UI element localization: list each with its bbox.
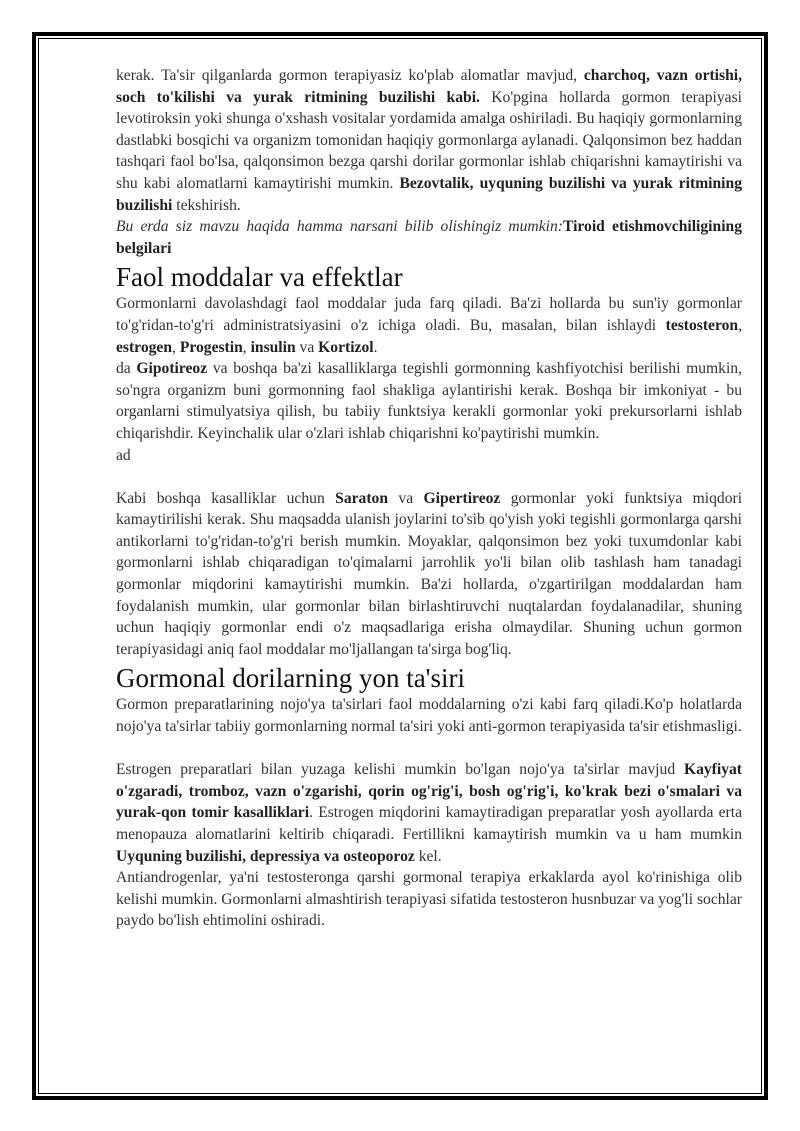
paragraph-cancer-hyperthyroid: Kabi boshqa kasalliklar uchun Saraton va Gipertireoz gormonlar yoki funktsiya miqdori kamaytirilishi kerak. Shu maqsadda ulanish joylarini to'sib qo'yish yoki tegishli gormonlarga qarshi antikorlarni to'g'ridan-to'g'ri berish mumkin. Moyaklar, qalqonsimon bez yoki tuxumdonlar kabi gormonlarni ishlab chiqaradigan to'qimalarni jarrohlik yo'li bilan olib tashlash ham tanadagi gormonlar miqdorini kamaytirishi mumkin. Ba'zi hollarda, o'zgartirilgan moddalardan ham foydalanish mumkin, ular gormonlar bilan birlashtiruvchi nuqtalardan foydalanadilar, shuning uchun haqiqiy gormonlar endi o'z maqsadlariga erisha olmaydilar. Shuning uchun gormon terapiyasidagi aniq faol moddalar mo'ljallangan ta'sirga bog'liq.	[116, 489, 743, 658]
paragraph-related-link: Bu erda siz mavzu haqida hamma narsani bilib olishingiz mumkin:Tiroid etishmovchiligining belgilari	[116, 218, 742, 257]
paragraph-hormone-therapy-symptoms: kerak. Ta'sir qilganlarda gormon terapiyasiz ko'plab alomatlar mavjud, charchoq, vazn ortishi, soch to'kilishi va yurak ritmining buzilishi kabi. Ko'pgina hollarda gormon terapiyasi levotiroksin yoki shunga o'xshash vositalar yordamida amalga oshiriladi. Bu haqiqiy gormonlarning dastlabki bosqichi va organizm tomonidan haqiqiy gormonlarga aylanadi. Qalqonsimon bez haddan tashqari faol bo'lsa, qalqonsimon bezga qarshi dorilar gormonlar ishlab chiqarishni kamaytirishi va shu kabi alomatlarni kamaytirishi mumkin. Bezovtalik, uyquning buzilishi va yurak ritmining buzilishi tekshirish.	[116, 67, 742, 214]
paragraph-antiandrogens: Antiandrogenlar, ya'ni testosteronga qarshi gormonal terapiya erkaklarda ayol ko'rinishiga olib kelishi mumkin. Gormonlarni almashtirish terapiyasi sifatida testosteron husnbuzar va yog'li sochlar paydo bo'lish ehtimolini oshiradi.	[116, 869, 742, 930]
paragraph-active-substances: Gormonlarni davolashdagi faol moddalar juda farq qiladi. Ba'zi hollarda bu sun'iy gormonlar to'g'ridan-to'g'ri administratsiyasini o'z ichiga oladi. Bu, masalan, bilan ishlaydi testosteron, estrogen, Progestin, insulin va Kortizol.	[116, 295, 742, 356]
paragraph-estrogen-side-effects: Estrogen preparatlari bilan yuzaga kelishi mumkin bo'lgan nojo'ya ta'sirlar mavjud Kayfiyat o'zgaradi, tromboz, vazn o'zgarishi, qorin og'rig'i, bosh og'rig'i, ko'krak bezi o'smalari va yurak-qon tomir kasalliklari. Estrogen miqdorini kamaytiradigan preparatlar yosh ayollarda erta menopauza alomatlarini keltirib chiqaradi. Fertillikni kamaytirish mumkin va u ham mumkin Uyquning buzilishi, depressiya va osteoporoz kel.	[116, 761, 742, 865]
paragraph-side-effects-intro: Gormon preparatlarining nojo'ya ta'sirlari faol moddalarning o'zi kabi farq qiladi.Ko'p holatlarda nojo'ya ta'sirlar tabiiy gormonlarning normal ta'siri yoki anti-gormon terapiyasida ta'sir etishmasligi.	[116, 696, 742, 736]
document-body	[116, 65, 742, 932]
paragraph-hypothyroid: da Gipotireoz va boshqa ba'zi kasalliklarga tegishli gormonning kashfiyotchisi berilishi mumkin, so'ngra organizm buni gormonning faol shakliga aylantirishi kerak. Boshqa bir imkoniyat - bu organlarni stimulyatsiya qilish, bu tabiiy funktsiya kerakli gormonlar yoki prekursorlarni ishlab chiqarishdir. Keyinchalik ular o'zlari ishlab chiqarishni ko'paytirishi mumkin.	[116, 360, 742, 442]
bold-symptoms: charchoq, vazn ortishi, soch to'kilishi va yurak ritmining buzilishi kabi.	[116, 67, 742, 106]
heading-side-effects: Gormonal dorilarning yon ta'siri	[116, 663, 466, 694]
link-thyroid-deficiency[interactable]: Tiroid etishmovchiligining belgilari	[116, 218, 742, 257]
paragraph-ad: ad	[116, 446, 131, 464]
bold-anxiety-sleep: Bezovtalik, uyquning buzilishi va yurak ritmining buzilishi	[116, 174, 742, 214]
heading-active-substances: Faol moddalar va effektlar	[116, 262, 403, 293]
